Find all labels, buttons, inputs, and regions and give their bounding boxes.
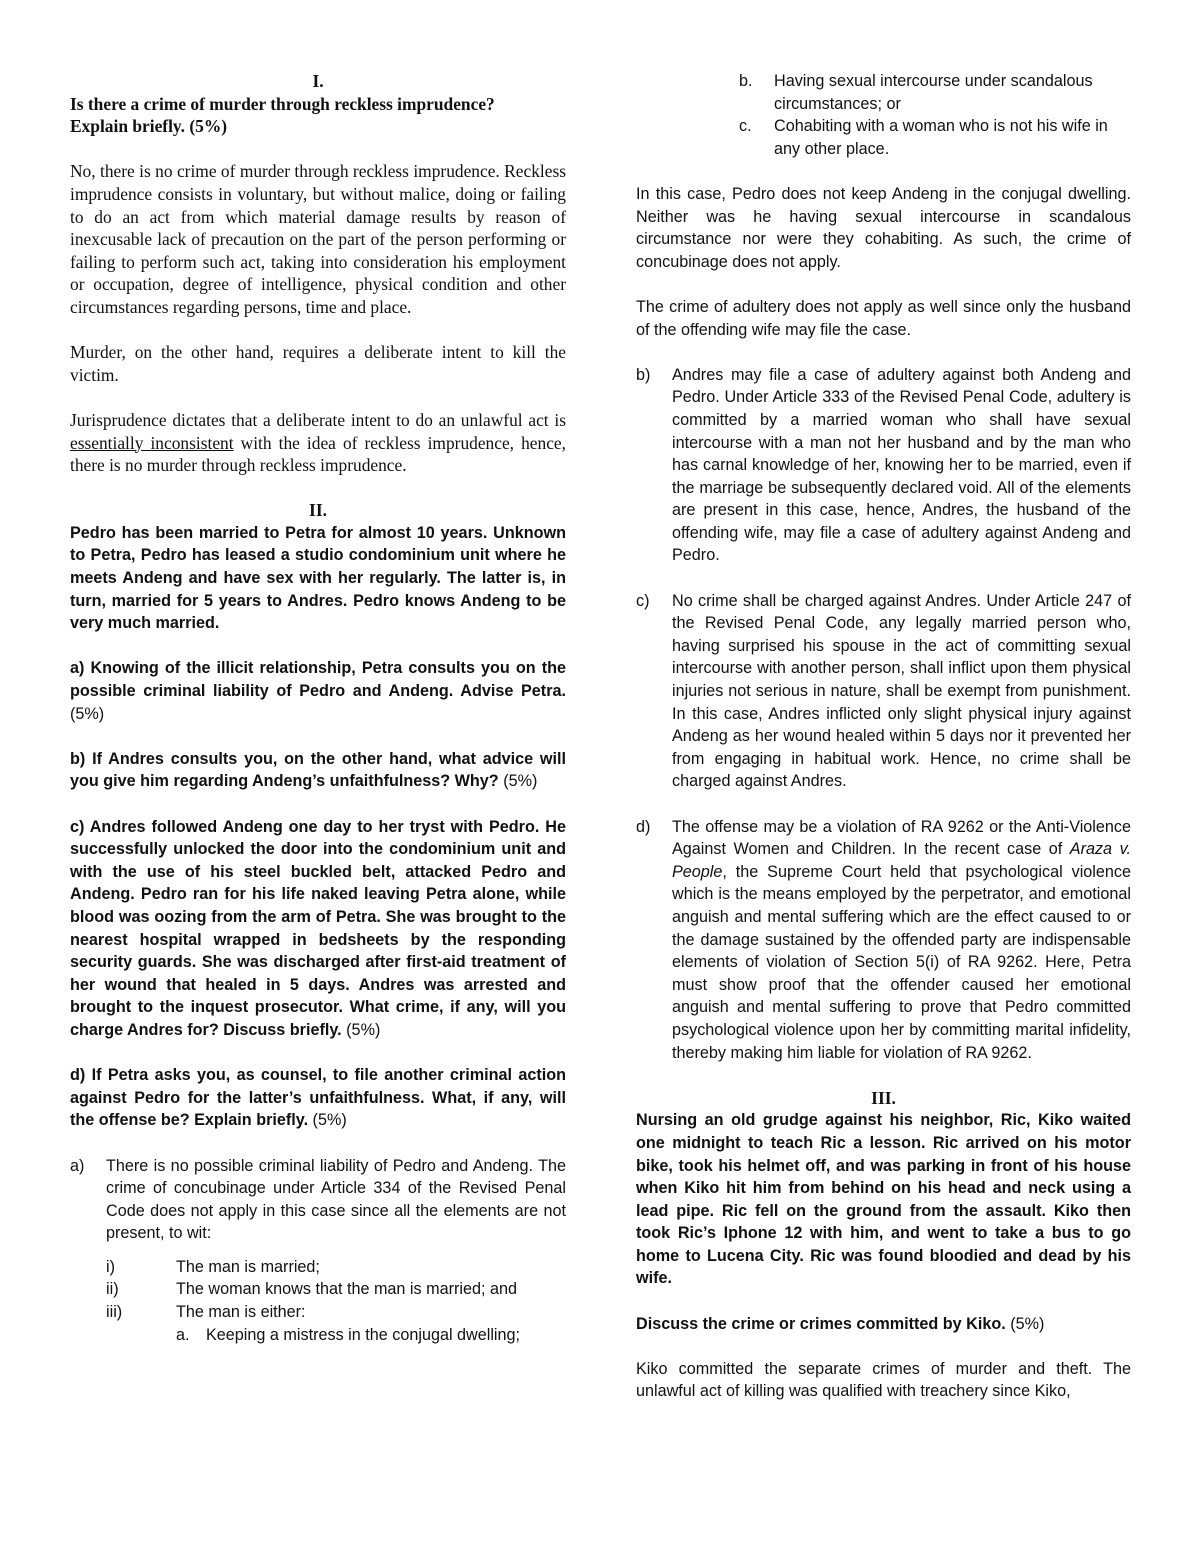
question-1-answer-p1: No, there is no crime of murder through reckless imprudence. Reckless imprudence consists in voluntary, but without malice, doing or failing to do an act from which material damage results by reason of inexcusable lack of precaution on the part of the person performing or failing to perform such act, taking into consideration his employment or occupation, degree of intelligence, physical condition and other circumstances regarding persons, time and place. [70, 161, 566, 317]
answer-2a [70, 1155, 566, 1245]
answer-2a-text: There is no possible criminal liability of Pedro and Andeng. The crime of concubinage under Article 334 of the Revised Penal Code does not apply in this case since all the elements are not present, to wit: [106, 1156, 566, 1243]
answer-2d-marker: d) [636, 817, 651, 836]
answer-2c [636, 590, 1131, 793]
sub-element-a-text: Keeping a mistress in the conjugal dwelling; [206, 1325, 521, 1344]
sub-element-c [636, 115, 1131, 160]
question-2c-text: c) Andres followed Andeng one day to her tryst with Pedro. He successfully unlocked the door into the condominium unit and with the use of his steel buckled belt, attacked Pedro and Andeng. Pedro ran for his life naked leaving Petra alone, while blood was oozing from the arm of Petra. She was brought to the nearest hospital wrapped in bedsheets by the responding security guards. She was discharged after first-aid treatment of her wound that healed in 5 days. Andres was arrested and brought to the inquest prosecutor. What crime, if any, will you charge Andres for? Discuss briefly. [70, 817, 566, 1039]
question-2d-text: d) If Petra asks you, as counsel, to file another criminal action against Pedro for the latter’s unfaithfulness. What, if any, will the offense be? Explain briefly. [70, 1066, 566, 1130]
sub-element-a-marker: a. [176, 1325, 190, 1344]
answer-p3-text-a: Jurisprudence dictates that a deliberate intent to do an unlawful act is [70, 409, 566, 430]
element-marker: i) [106, 1257, 115, 1276]
question-2b-text: b) If Andres consults you, on the other hand, what advice will you give him regarding Andeng’s unfaithfulness? Why? [70, 749, 566, 791]
answer-2d-text-b: , the Supreme Court held that psychological violence which is the means employed by the perpetrator, and emotional anguish and mental suffering which are the effect caused to or the damage sustained by the offended party are indispensable elements of violation of Section 5(i) of RA 9262. Here, Petra must show proof that the offender caused her emotional anguish and mental suffering to prove that Pedro committed psychological violence upon her by committing marital infidelity, thereby making him liable for violation of RA 9262. [672, 862, 1131, 1062]
element-item [70, 1256, 566, 1279]
question-3-prompt [636, 1313, 1131, 1336]
element-marker: ii) [106, 1280, 119, 1299]
sub-element-b [636, 70, 1131, 115]
answer-p3-underlined: essentially inconsistent [70, 432, 234, 453]
sub-element-b-text: Having sexual intercourse under scandalous circumstances; or [774, 72, 1093, 113]
question-2c [70, 816, 566, 1042]
case-citation: Araza v. People [672, 840, 1131, 881]
question-1-answer-p3 [70, 409, 566, 477]
question-3-number: III. [871, 1087, 896, 1108]
answer-p3-text-b: with the idea of reckless imprudence, hence, there is no murder through reckless imprudence. [70, 432, 566, 476]
answer-2a-marker: a) [70, 1156, 85, 1175]
answer-2b-text: Andres may file a case of adultery against both Andeng and Pedro. Under Article 333 of the Revised Penal Code, adultery is committed by a married woman who shall have sexual intercourse with a man not her husband and by the man who has carnal knowledge of her, knowing her to be married, even if the marriage be subsequently declared void. All of the elements are present in this case, hence, Andres, the husband of the offending wife, may file a case of adultery against Andeng and Pedro. [672, 365, 1131, 565]
answer-2a-continued-p1: In this case, Pedro does not keep Andeng in the conjugal dwelling. Neither was he having sexual intercourse in scandalous circumstance nor were they cohabiting. As such, the crime of concubinage does not apply. [636, 184, 1131, 271]
question-2a-text: a) Knowing of the illicit relationship, Petra consults you on the possible criminal liability of Pedro and Andeng. Advise Petra. [70, 659, 566, 701]
question-2d [70, 1064, 566, 1132]
question-3-points: (5%) [1005, 1314, 1045, 1333]
answer-2c-text: No crime shall be charged against Andres. Under Article 247 of the Revised Penal Code, any legally married person who, having surprised his spouse in the act of committing sexual intercourse with another person, shall inflict upon them physical injuries not serious in nature, shall be exempt from punishment. In this case, Andres inflicted only slight physical injury against Andeng as her wound healed within 5 days nor it prevented her from engaging in habitual work. Hence, no crime shall be charged against Andres. [672, 591, 1131, 791]
element-item [70, 1278, 566, 1301]
question-3-text: Discuss the crime or crimes committed by Kiko. [636, 1314, 1006, 1333]
sub-element-b-marker: b. [739, 72, 753, 90]
answer-2d [636, 816, 1131, 1065]
element-marker: iii) [106, 1303, 123, 1322]
answer-2b-marker: b) [636, 365, 651, 384]
sub-element-a [70, 1324, 566, 1347]
question-1-number: I. [312, 71, 324, 91]
question-3-facts: Nursing an old grudge against his neighbor, Ric, Kiko waited one midnight to teach Ric a lesson. Ric arrived on his motor bike, took his helmet off, and was parking in front of his house when Kiko hit him from behind on his head and neck using a lead pipe. Ric fell on the ground from the assault. Kiko then took Ric’s Iphone 12 with him, and went to take a bus to go home to Lucena City. Ric was found bloodied and dead by his wife. [636, 1111, 1131, 1288]
question-3-answer: Kiko committed the separate crimes of murder and theft. The unlawful act of killing was qualified with treachery since Kiko, [636, 1359, 1131, 1401]
sub-element-c-text: Cohabiting with a woman who is not his wife in any other place. [774, 117, 1108, 158]
element-text: The man is either: [176, 1303, 306, 1322]
question-2a [70, 657, 566, 725]
question-2-number: II. [309, 500, 327, 521]
question-1-line-1: Is there a crime of murder through reckless imprudence? [70, 93, 495, 114]
left-column [70, 70, 566, 1346]
question-2-facts: Pedro has been married to Petra for almost 10 years. Unknown to Petra, Pedro has leased a studio condominium unit where he meets Andeng and have sex with her regularly. The latter is, in turn, married for 5 years to Andres. Pedro knows Andeng to be very much married. [70, 523, 566, 633]
question-2a-points: (5%) [70, 704, 105, 723]
question-2c-points: (5%) [341, 1020, 381, 1039]
right-column [636, 70, 1131, 1426]
answer-2b [636, 364, 1131, 567]
question-1-answer-p2: Murder, on the other hand, requires a deliberate intent to kill the victim. [70, 342, 566, 385]
answer-2a-continued-p2: The crime of adultery does not apply as well since only the husband of the offending wife may file the case. [636, 297, 1131, 339]
question-2b-points: (5%) [498, 772, 538, 791]
element-text: The man is married; [176, 1257, 320, 1276]
question-2b [70, 748, 566, 793]
answer-2d-text-a: The offense may be a violation of RA 9262 or the Anti-Violence Against Women and Children. In the recent case of [672, 817, 1131, 859]
element-text: The woman knows that the man is married; and [176, 1280, 517, 1299]
question-2d-points: (5%) [308, 1111, 347, 1130]
answer-2c-marker: c) [636, 591, 650, 610]
question-2-block [70, 499, 566, 1346]
element-item [70, 1301, 566, 1324]
sub-element-c-marker: c. [739, 117, 752, 136]
question-1-line-2: Explain briefly. (5%) [70, 116, 228, 137]
